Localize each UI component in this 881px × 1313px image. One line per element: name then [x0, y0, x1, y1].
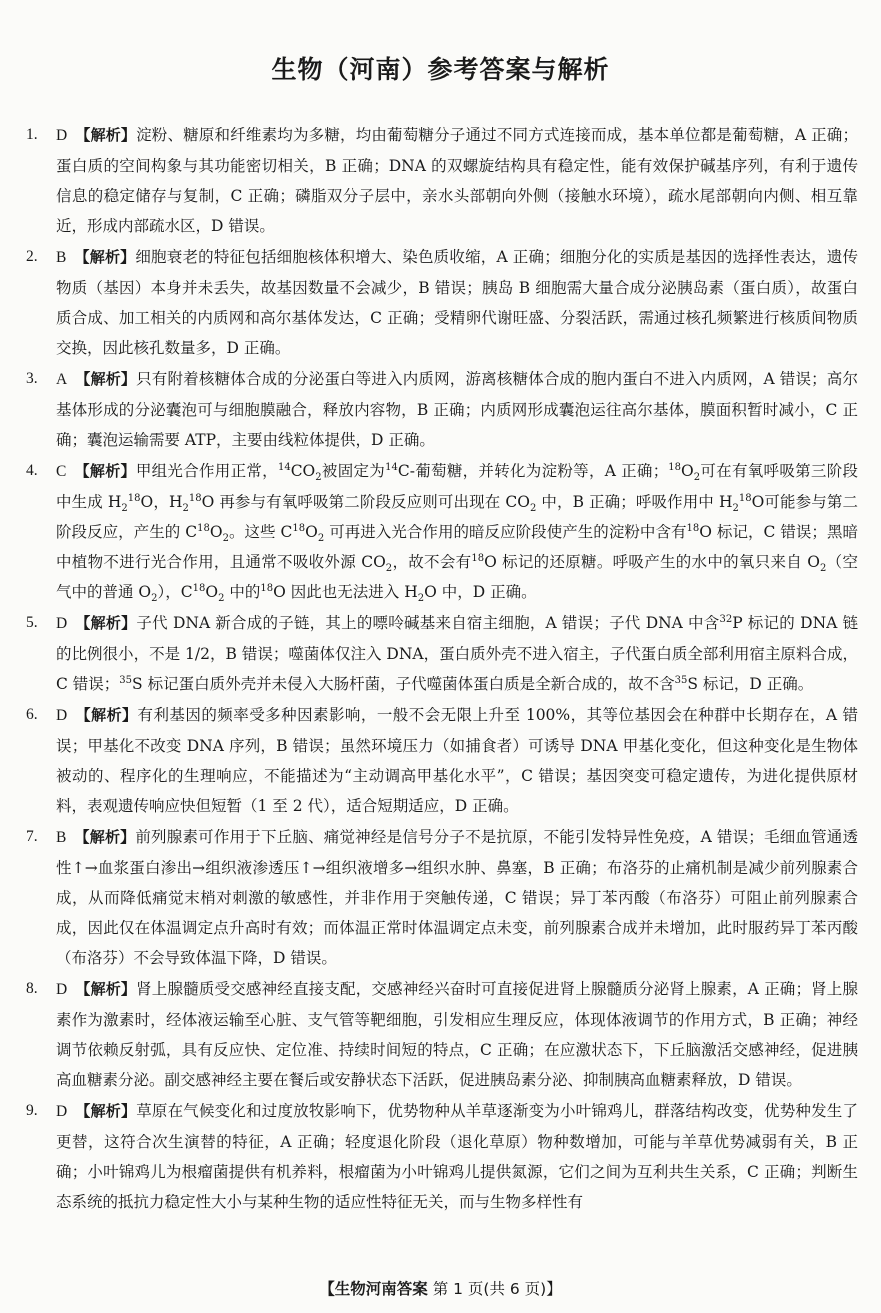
answer-list [26, 120, 858, 1218]
analysis-text: P 标记的 DNA 链的比例很小，不是 1/2，B 错误；噬菌体仅注入 DNA，蛋白质外壳不进入宿主，子代蛋白质全部利用宿主原料合成，C 错误； [56, 614, 858, 693]
isotope-mark: 18 [738, 492, 752, 504]
analysis-text: 只有附着核糖体合成的分泌蛋白等进入内质网，游离核糖体合成的胞内蛋白不进入内质网，A 错误；高尔基体形成的分泌囊泡可与细胞膜融合，释放内容物，B 正确；内质网形成囊泡运往高尔基体，膜面积暂时减小，C 正确；囊泡运输需要 ATP，主要由线粒体提供，D 正确。 [56, 370, 858, 449]
isotope-mark: 35 [119, 674, 133, 686]
subscript: 2 [529, 503, 537, 515]
analysis-text: 子代 DNA 新合成的子链，其上的嘌呤碱基来自宿主细胞，A 错误；子代 DNA 中含 [136, 614, 720, 632]
answer-choice: B [56, 249, 67, 266]
answer-body [56, 1096, 858, 1217]
question-number: 6. [26, 706, 38, 723]
analysis-text: O 标记的还原糖。呼吸产生的水中的氧只来自 O [484, 553, 821, 571]
subscript: 2 [151, 593, 158, 605]
question-number: 4. [26, 462, 38, 479]
analysis-text: O，H [140, 493, 183, 511]
analysis-text: S 标记蛋白质外壳并未侵入大肠杆菌，子代噬菌体蛋白质是全新合成的，故不含 [132, 675, 675, 693]
page-footer [0, 1277, 881, 1299]
answer-choice: D [56, 615, 68, 632]
answer-item [26, 700, 858, 821]
answer-item [26, 364, 858, 455]
subscript: 2 [385, 563, 393, 575]
answer-body [56, 700, 858, 821]
answer-choice: B [56, 829, 67, 846]
answer-body [56, 608, 858, 699]
analysis-text: 肾上腺髓质受交感神经直接支配，交感神经兴奋时可直接促进肾上腺髓质分泌肾上腺素，A 正确；肾上腺素作为激素时，经体液运输至心脏、支气管等靶细胞，引发相应生理反应，体现体液调节的作用方式，B 正确；神经调节依赖反射弧，具有反应快、定位准、持续时间短的特点，C 正确；在应激状态下，下丘脑激活交感神经，促进胰高血糖素分泌。副交感神经主要在餐后或安静状态下活跃，促进胰岛素分泌、抑制胰高血糖素释放，D 错误。 [56, 980, 858, 1089]
analysis-tag: 【解析】 [75, 370, 137, 388]
answer-body [56, 974, 858, 1095]
analysis-text: C-葡萄糖，并转化为淀粉等，A 正确； [397, 462, 669, 480]
answer-choice: A [56, 371, 68, 388]
analysis-text: O [205, 583, 219, 601]
analysis-text: ），C [157, 583, 193, 601]
answer-choice: D [56, 1103, 68, 1120]
analysis-text: 草原在气候变化和过度放牧影响下，优势物种从羊草逐渐变为小叶锦鸡儿，群落结构改变，优势种发生了更替，这符合次生演替的特征，A 正确；轻度退化阶段（退化草原）物种数增加，可能与羊草优势减弱有关，B 正确；小叶锦鸡儿为根瘤菌提供有机养料，根瘤菌为小叶锦鸡儿提供氮源，它们之间为互利共生关系，C 正确；判断生态系统的抵抗力稳定性大小与某种生物的适应性特征无关，而与生物多样性有 [56, 1102, 858, 1211]
subscript: 2 [218, 593, 225, 605]
analysis-text: ，故不会有 [392, 553, 472, 571]
question-number: 8. [26, 980, 38, 997]
answer-choice: D [56, 127, 68, 144]
isotope-mark: 14 [385, 461, 398, 473]
question-number: 9. [26, 1102, 38, 1119]
subscript: 2 [222, 533, 229, 545]
isotope-mark: 32 [719, 613, 733, 625]
subscript: 2 [121, 503, 128, 515]
answer-body [56, 822, 858, 973]
isotope-mark: 18 [260, 582, 274, 594]
analysis-text: 可在有氧呼吸第三阶段中生成 H [56, 462, 858, 511]
question-number: 7. [26, 828, 38, 845]
isotope-mark: 18 [686, 522, 700, 534]
question-number: 3. [26, 370, 38, 387]
analysis-text: O 因此也无法进入 H [273, 583, 418, 601]
question-number: 5. [26, 614, 38, 631]
subscript: 2 [417, 593, 425, 605]
isotope-mark: 18 [197, 522, 210, 534]
subscript: 2 [732, 503, 739, 515]
answer-item [26, 1096, 858, 1217]
subscript: 2 [182, 503, 189, 515]
subscript: 2 [693, 472, 701, 484]
answer-item [26, 242, 858, 363]
isotope-mark: 18 [192, 582, 206, 594]
analysis-tag: 【解析】 [75, 980, 137, 998]
analysis-tag: 【解析】 [75, 1102, 137, 1120]
isotope-mark: 18 [292, 522, 306, 534]
answer-item [26, 974, 858, 1095]
analysis-tag: 【解析】 [74, 248, 136, 266]
answer-item [26, 456, 858, 607]
footer-page-number: 第 1 页(共 6 页)】 [432, 1280, 562, 1298]
answer-item [26, 608, 858, 699]
analysis-tag: 【解析】 [75, 614, 137, 632]
subscript: 2 [317, 533, 325, 545]
analysis-text: 有利基因的频率受多种因素影响，一般不会无限上升至 100%，其等位基因会在种群中长期存在，A 错误；甲基化不改变 DNA 序列，B 错误；虽然环境压力（如捕食者）可诱导 DNA 甲基化变化，但这种变化是生物体被动的、程序化的生理响应，不能描述为“主动调高甲基化水平”，C 错误；基因突变可稳定遗传，为进化提供原材料，表观遗传响应快但短暂（1 至 2 代），适合短期适应，D 正确。 [56, 706, 858, 815]
analysis-tag: 【解析】 [74, 462, 136, 480]
analysis-text: 。这些 C [228, 523, 293, 541]
answer-body [56, 456, 858, 607]
analysis-tag: 【解析】 [75, 706, 138, 724]
page-title: 生物（河南）参考答案与解析 [271, 55, 610, 84]
answer-body [56, 242, 858, 363]
subscript: 2 [315, 472, 322, 484]
isotope-mark: 18 [188, 492, 202, 504]
analysis-text: O 中，D 正确。 [424, 583, 537, 601]
answer-item [26, 822, 858, 973]
isotope-mark: 18 [127, 492, 141, 504]
analysis-text: O [680, 462, 694, 480]
analysis-text: 前列腺素可作用于下丘脑、痛觉神经是信号分子不是抗原，不能引发特异性免疫，A 错误；毛细血管通透性↑→血浆蛋白渗出→组织液渗透压↑→组织液增多→组织水肿、鼻塞，B 正确；布洛芬的止痛机制是减少前列腺素合成，从而降低痛觉末梢对刺激的敏感性，并非作用于突触传递，C 错误；异丁苯丙酸（布洛芬）可阻止前列腺素合成，因此仅在体温调定点升高时有效；而体温正常时体温调定点未变，前列腺素合成并未增加，此时服药异丁苯丙酸（布洛芬）不会导致体温下降，D 错误。 [56, 828, 858, 967]
analysis-text: 中，B 正确；呼吸作用中 H [536, 493, 733, 511]
answer-body [56, 364, 858, 455]
analysis-text: O [305, 523, 318, 541]
analysis-tag: 【解析】 [74, 828, 136, 846]
isotope-mark: 35 [674, 674, 688, 686]
analysis-tag: 【解析】 [75, 126, 137, 144]
answer-item [26, 120, 858, 241]
answer-choice: C [56, 463, 67, 480]
analysis-text: 甲组光合作用正常， [135, 462, 278, 480]
analysis-text: O [209, 523, 223, 541]
answer-choice: D [56, 707, 68, 724]
answer-body [56, 120, 858, 241]
analysis-text: CO [290, 462, 316, 480]
analysis-text: 被固定为 [321, 462, 386, 480]
isotope-mark: 18 [471, 552, 485, 564]
analysis-text: 细胞衰老的特征包括细胞核体积增大、染色质收缩，A 正确；细胞分化的实质是基因的选择性表达，遗传物质（基因）本身并未丢失，故基因数量不会减少，B 错误；胰岛 B 细胞需大量合成分泌胰岛素（蛋白质），故蛋白质合成、加工相关的内质网和高尔基体发达，C 正确；受精卵代谢旺盛、分裂活跃，需通过核孔频繁进行核质间物质交换，因此核孔数量多，D 正确。 [56, 248, 858, 357]
answer-choice: D [56, 981, 68, 998]
analysis-text: 淀粉、糖原和纤维素均为多糖，均由葡萄糖分子通过不同方式连接而成，基本单位都是葡萄糖，A 正确；蛋白质的空间构象与其功能密切相关，B 正确；DNA 的双螺旋结构具有稳定性，能有效保护碱基序列，有利于遗传信息的稳定储存与复制，C 正确；磷脂双分子层中，亲水头部朝向外侧（接触水环境），疏水尾部朝向内侧、相互靠近，形成内部疏水区，D 错误。 [56, 126, 858, 235]
analysis-text: S 标记，D 正确。 [687, 675, 814, 693]
question-number: 2. [26, 248, 38, 265]
analysis-text: O可能参与第二阶段反应，产生的 C [56, 493, 858, 541]
isotope-mark: 14 [277, 461, 291, 473]
isotope-mark: 18 [668, 461, 681, 473]
analysis-text: （空气中的普通 O [56, 553, 858, 601]
analysis-text: O 再参与有氧呼吸第二阶段反应则可出现在 CO [201, 493, 530, 511]
analysis-text: O 标记，C 错误；黑暗中植物不进行光合作用，且通常不吸收外源 CO [56, 523, 858, 571]
footer-label: 【生物河南答案 [319, 1280, 428, 1298]
analysis-text: 可再进入光合作用的暗反应阶段使产生的淀粉中含有 [324, 523, 687, 541]
subscript: 2 [820, 563, 827, 575]
question-number: 1. [26, 126, 38, 143]
analysis-text: 中的 [224, 583, 261, 601]
